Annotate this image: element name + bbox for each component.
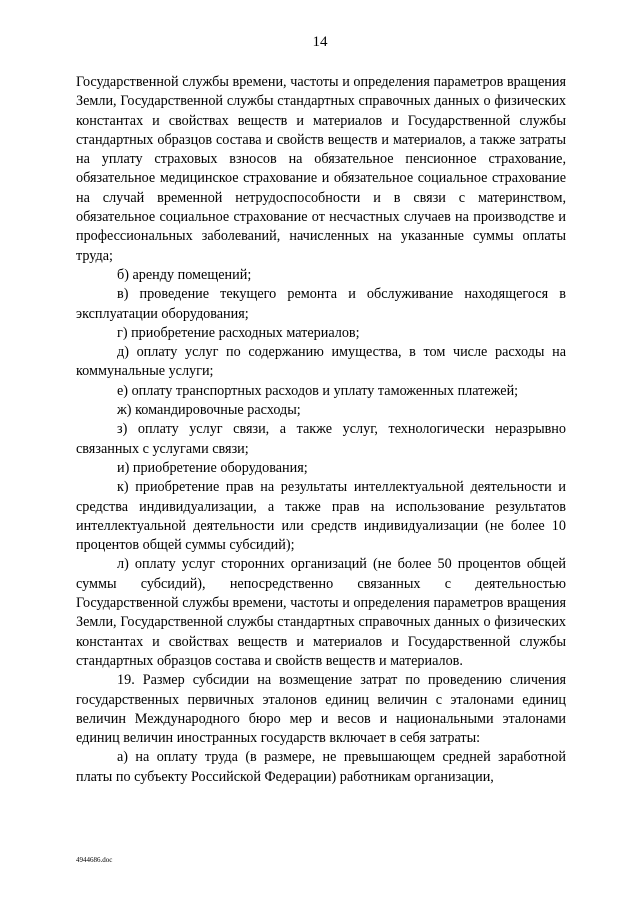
paragraph: а) на оплату труда (в размере, не превышающем средней заработной платы по субъекту Российской Федерации) работникам организации, (76, 749, 566, 785)
paragraph: г) приобретение расходных материалов; (117, 324, 360, 341)
page-number: 14 (312, 34, 328, 50)
paragraph: Государственной службы времени, частоты и определения параметров вращения Земли, Государственной службы стандартных справочных данных о физических константах и свойствах веществ и материалов и Государственной службы стандартных образцов состава и свойств веществ и материалов, а также затраты на уплату страховых взносов на обязательное пенсионное страхование, обязательное медицинское страхование и обязательное социальное страхование на случай временной нетрудоспособности и в связи с материнством, обязательное социальное страхование от несчастных случаев на производстве и профессиональных заболеваний, начисленных на указанные суммы оплаты труда; (76, 74, 566, 264)
paragraph: е) оплату транспортных расходов и уплату таможенных платежей; (117, 382, 519, 399)
paragraph: д) оплату услуг по содержанию имущества, в том числе расходы на коммунальные услуги; (76, 344, 566, 380)
paragraph: ж) командировочные расходы; (117, 402, 301, 419)
paragraph: з) оплату услуг связи, а также услуг, технологически неразрывно связанных с услугами связи; (76, 421, 566, 457)
document-body (76, 73, 566, 787)
paragraph: л) оплату услуг сторонних организаций (не более 50 процентов общей суммы субсидий), непосредственно связанных с деятельностью Государственной службы времени, частоты и определения параметров вращения Земли, Государственной службы стандартных справочных данных о физических константах и свойствах веществ и материалов и Государственной службы стандартных образцов состава и свойств веществ и материалов. (76, 556, 566, 669)
paragraph: в) проведение текущего ремонта и обслуживание находящегося в эксплуатации оборудования; (76, 286, 566, 322)
paragraph: б) аренду помещений; (117, 266, 252, 283)
paragraph: к) приобретение прав на результаты интеллектуальной деятельности и средства индивидуализации, а также прав на использование результатов интеллектуальной деятельности или средств индивидуализации (не более 10 процентов общей суммы субсидий); (76, 479, 566, 554)
paragraph: 19. Размер субсидии на возмещение затрат по проведению сличения государственных первичных эталонов единиц величин с эталонами единиц величин Международного бюро мер и весов и национальными эталонами единиц величин иностранных государств включает в себя затраты: (76, 672, 566, 747)
paragraph: и) приобретение оборудования; (117, 459, 308, 476)
document-filename: 4944686.doc (76, 856, 113, 864)
